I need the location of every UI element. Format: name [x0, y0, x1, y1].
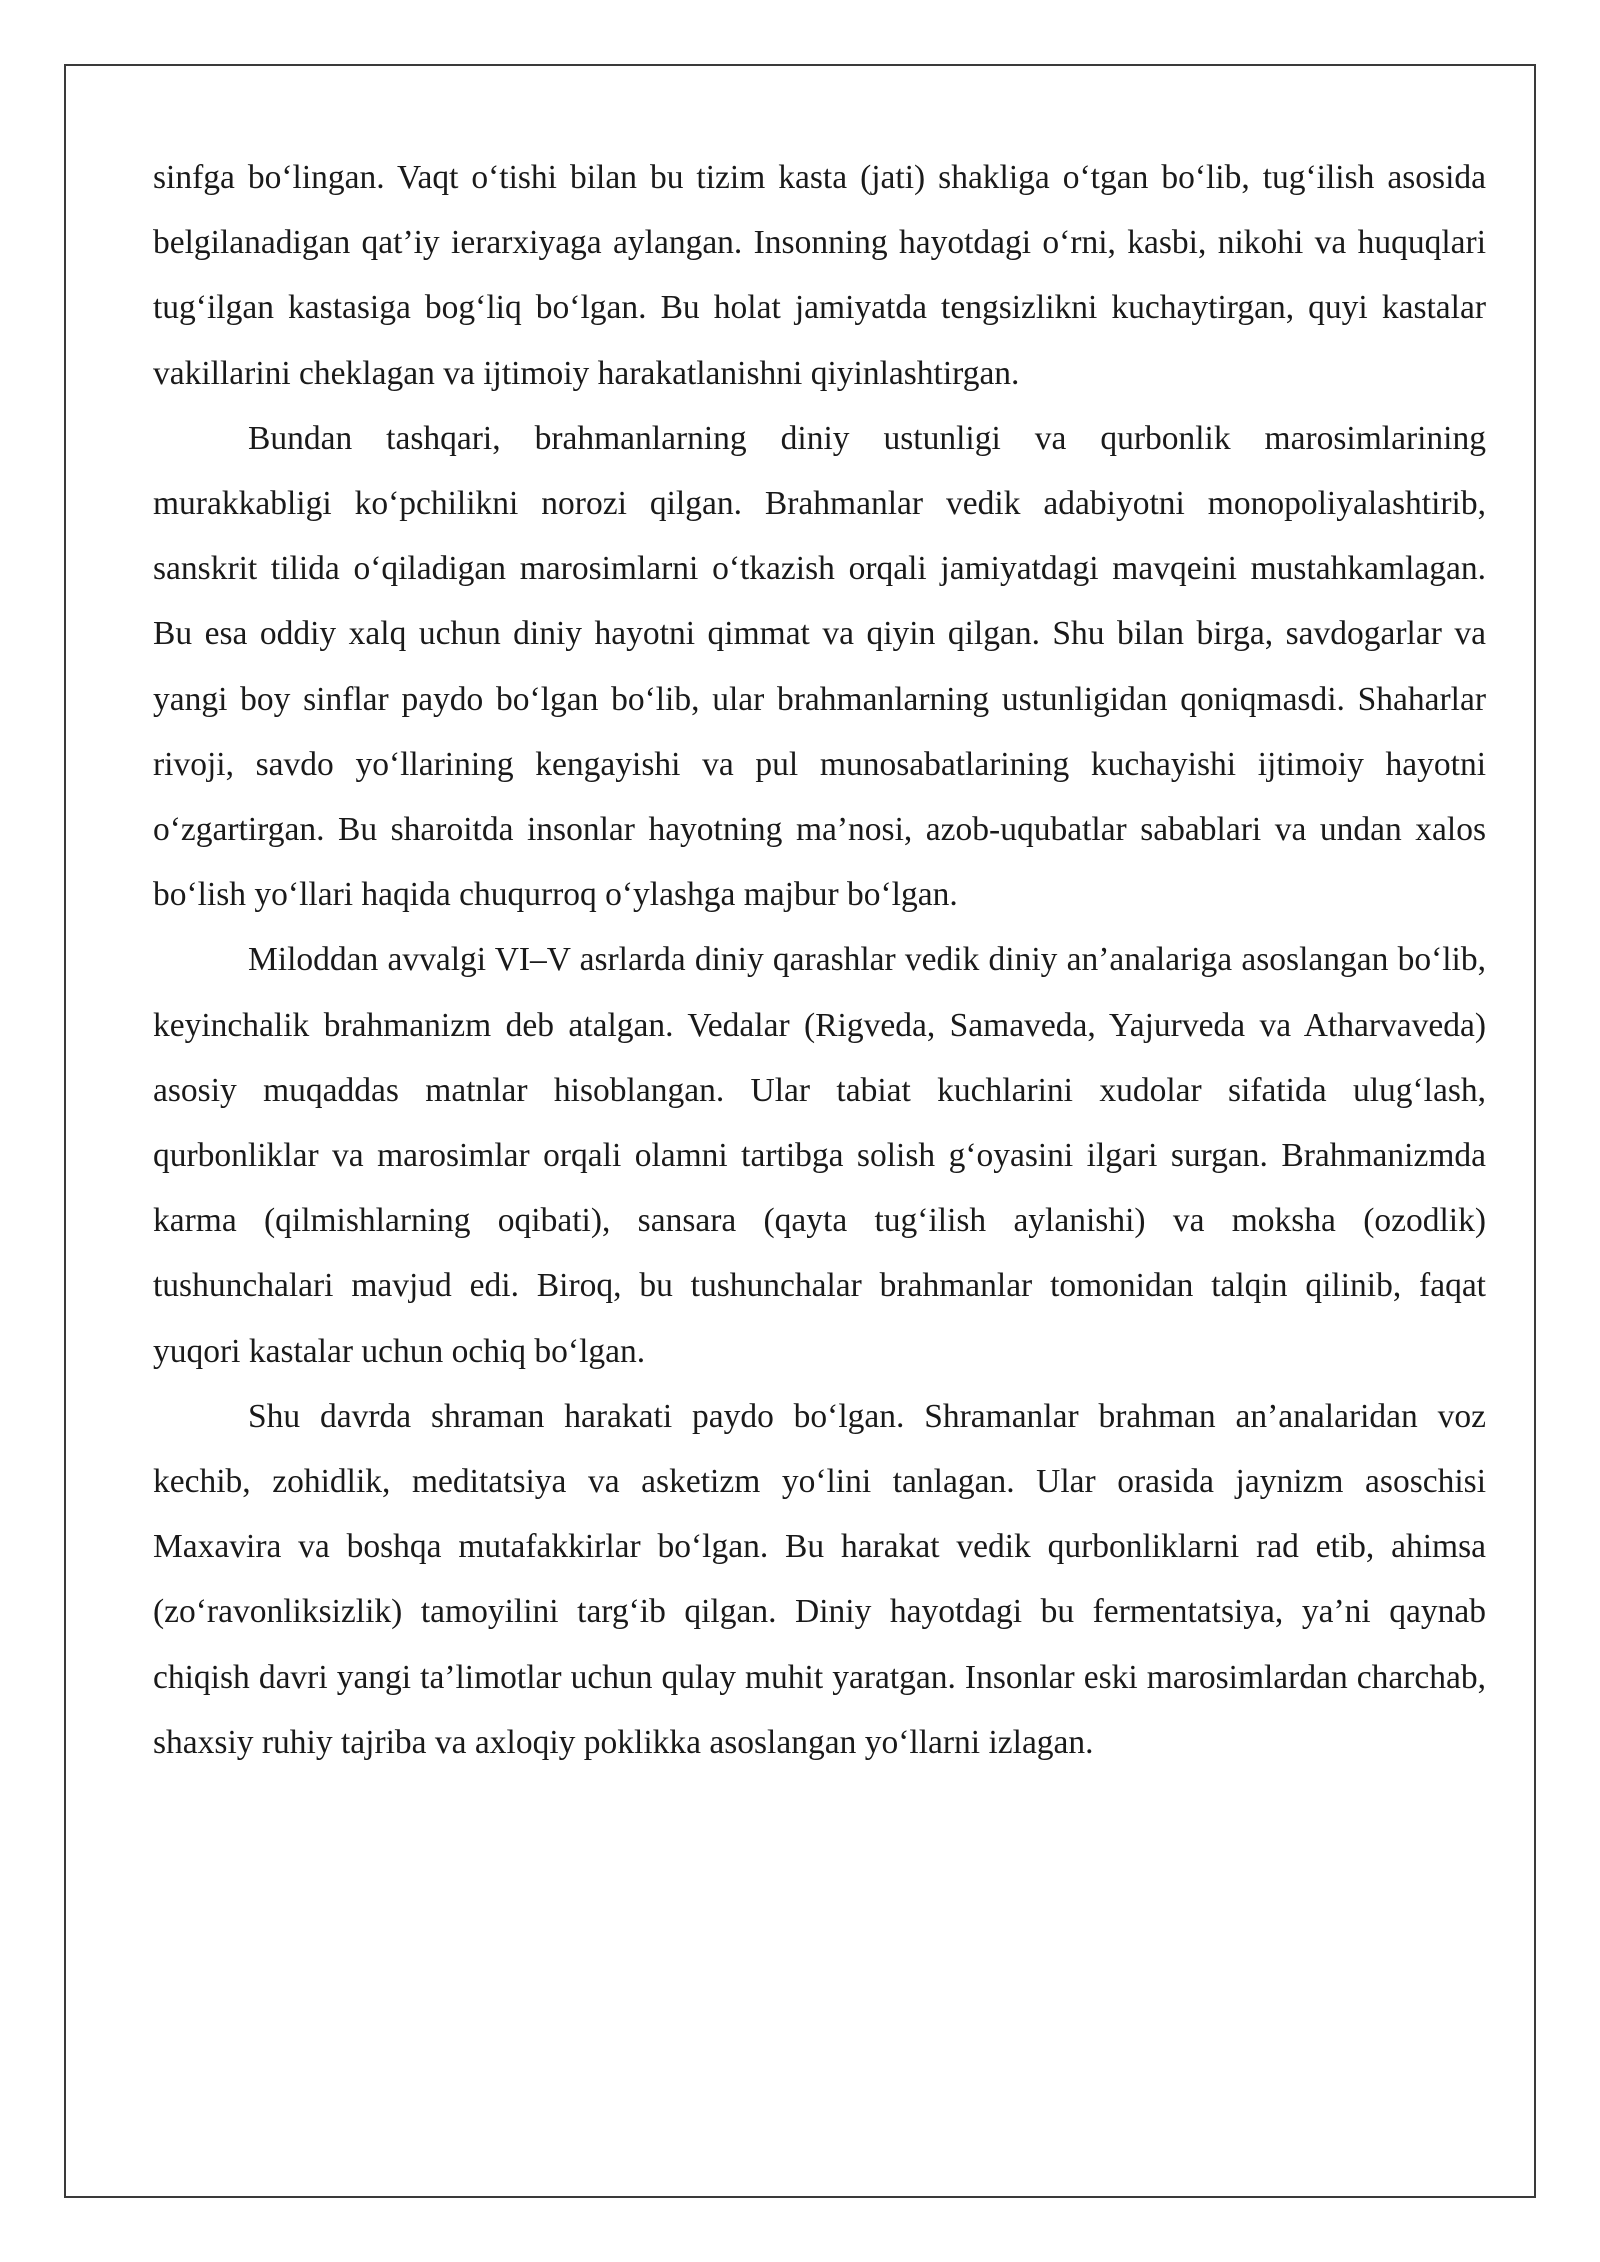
paragraph-1: sinfga bo‘lingan. Vaqt o‘tishi bilan bu tizim kasta (jati) shakliga o‘tgan bo‘lib, tug‘ilish asosida belgilanadigan qat’iy ierarxiyaga aylangan. Insonning hayotdagi o‘rni, kasbi, nikohi va huquqlari tug‘ilgan kastasiga bog‘liq bo‘lgan. Bu holat jamiyatda tengsizlikni kuchaytirgan, quyi kastalar vakillarini cheklagan va ijtimoiy harakatlanishni qiyinlashtirgan.	[153, 159, 1486, 392]
document-body	[153, 145, 1486, 1775]
paragraph-4: Shu davrda shraman harakati paydo bo‘lgan. Shramanlar brahman an’analaridan voz kechib, zohidlik, meditatsiya va asketizm yo‘lini tanlagan. Ular orasida jaynizm asoschisi Maxavira va boshqa mutafakkirlar bo‘lgan. Bu harakat vedik qurbonliklarni rad etib, ahimsa (zo‘ravonliksizlik) tamoyilini targ‘ib qilgan. Diniy hayotdagi bu fermentatsiya, ya’ni qaynab chiqish davri yangi ta’limotlar uchun qulay muhit yaratgan. Insonlar eski marosimlardan charchab, shaxsiy ruhiy tajriba va axloqiy poklikka asoslangan yo‘llarni izlagan.	[153, 1397, 1486, 1761]
paragraph-2: Bundan tashqari, brahmanlarning diniy ustunligi va qurbonlik marosimlarining murakkabligi ko‘pchilikni norozi qilgan. Brahmanlar vedik adabiyotni monopoliyalashtirib, sanskrit tilida o‘qiladigan marosimlarni o‘tkazish orqali jamiyatdagi mavqeini mustahkamlagan. Bu esa oddiy xalq uchun diniy hayotni qimmat va qiyin qilgan. Shu bilan birga, savdogarlar va yangi boy sinflar paydo bo‘lgan bo‘lib, ular brahmanlarning ustunligidan qoniqmasdi. Shaharlar rivoji, savdo yo‘llarining kengayishi va pul munosabatlarining kuchayishi ijtimoiy hayotni o‘zgartirgan. Bu sharoitda insonlar hayotning ma’nosi, azob-uqubatlar sabablari va undan xalos bo‘lish yo‘llari haqida chuqurroq o‘ylashga majbur bo‘lgan.	[153, 419, 1486, 914]
paragraph-3: Miloddan avvalgi VI–V asrlarda diniy qarashlar vedik diniy an’analariga asoslangan bo‘lib, keyinchalik brahmanizm deb atalgan. Vedalar (Rigveda, Samaveda, Yajurveda va Atharvaveda) asosiy muqaddas matnlar hisoblangan. Ular tabiat kuchlarini xudolar sifatida ulug‘lash, qurbonliklar va marosimlar orqali olamni tartibga solish g‘oyasini ilgari surgan. Brahmanizmda karma (qilmishlarning oqibati), sansara (qayta tug‘ilish aylanishi) va moksha (ozodlik) tushunchalari mavjud edi. Biroq, bu tushunchalar brahmanlar tomonidan talqin qilinib, faqat yuqori kastalar uchun ochiq bo‘lgan.	[153, 941, 1486, 1370]
